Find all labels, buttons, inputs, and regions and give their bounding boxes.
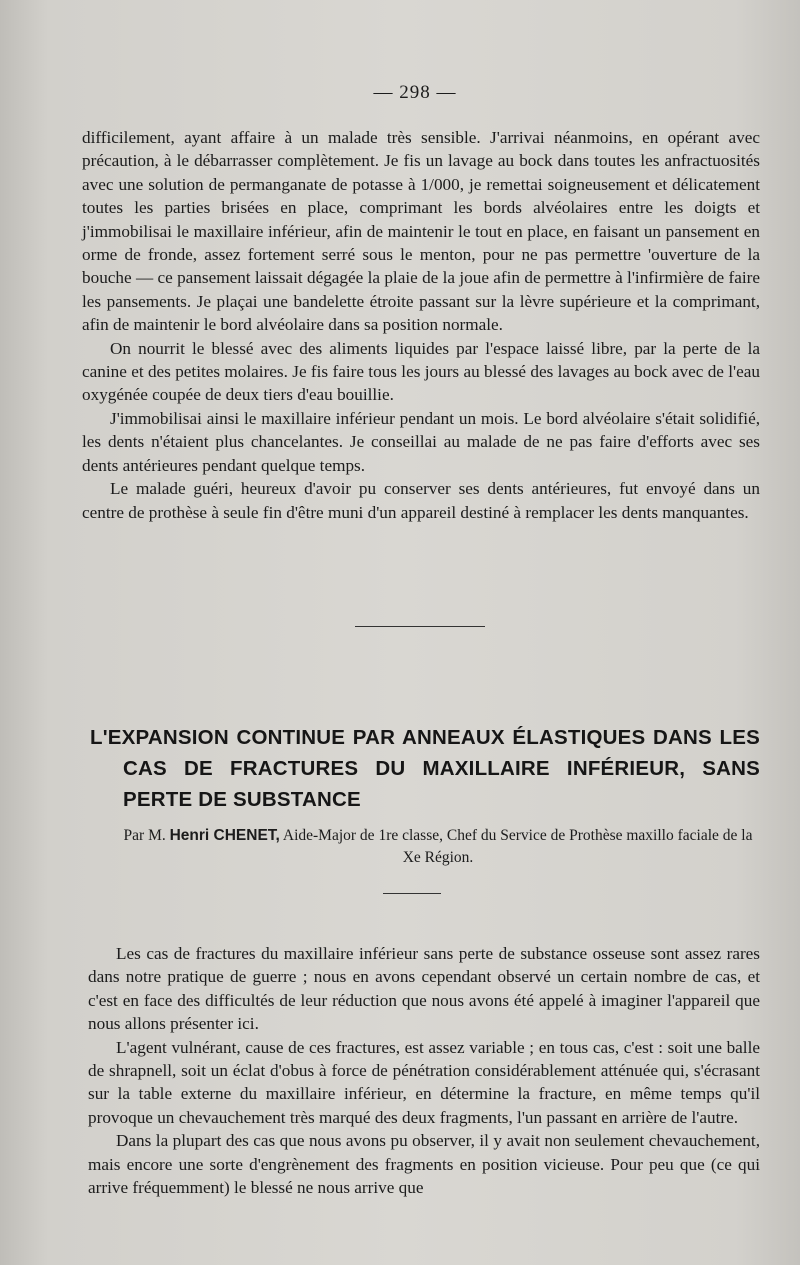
article-title-line-3: PERTE DE SUBSTANCE [123,788,361,811]
top-text-block [82,126,760,524]
paragraph: Dans la plupart des cas que nous avons pu observer, il y avait non seulement chevauchement, mais encore une sorte d'engrènement des fragments en position vicieuse. Pour peu que (ce qui arrive fréquemment) le blessé ne nous arrive que [88,1131,760,1198]
section-divider [355,626,485,627]
paragraph: On nourrit le blessé avec des aliments liquides par l'espace laissé libre, par la perte de la canine et des petites molaires. Je fis faire tous les jours au blessé des lavages au bock avec de l'eau oxygénée coupée de deux tiers d'eau bouillie. [82,338,760,405]
page-number: — 298 — [373,82,457,103]
article-title [90,722,760,815]
paragraph: J'immobilisai ainsi le maxillaire inférieur pendant un mois. Le bord alvéolaire s'était solidifié, les dents n'étaient plus chancelantes. Je conseillai au malade de ne pas faire d'efforts avec ses dents antérieures pendant quelque temps. [82,408,760,475]
paragraph: difficilement, ayant affaire à un malade très sensible. J'arrivai néanmoins, en opérant avec précaution, à le débarrasser complètement. Je fis un lavage au bock dans toutes les anfractuosités avec une solution de permanganate de potasse à 1/000, je remettai soigneusement et délicatement toutes les parties brisées en place, comprimant les bords alvéolaires entre les doigts et j'immobilisai le maxillaire inférieur, afin de maintenir le tout en place, en faisant un pansement en orme de fronde, assez fortement serré sous le menton, pour ne pas permettre 'ouverture de la bouche — ce pansement laissait dégagée la plaie de la joue afin de permettre à l'infirmière de faire les pansements. Je plaçai une bandelette étroite passant sur la lèvre supérieure et la comprimant, afin de maintenir le bord alvéolaire dans sa position normale. [82,128,760,335]
article-text-block [88,942,760,1199]
article-title-line-2: CAS DE FRACTURES DU MAXILLAIRE INFÉRIEUR, SANS [123,757,760,780]
paragraph: Les cas de fractures du maxillaire inférieur sans perte de substance osseuse sont assez rares dans notre pratique de guerre ; nous en avons cependant observé un certain nombre de cas, et c'est en face des difficultés de leur réduction que nous avons été appelé à imaginer l'appareil que nous allons présenter ici. [88,944,760,1034]
title-divider [383,893,441,894]
article-title-line-1: L'EXPANSION CONTINUE PAR ANNEAUX ÉLASTIQUES DANS LES [90,726,760,749]
byline-author: Henri CHENET, [169,827,280,844]
byline-affiliation: Aide-Major de 1re classe, Chef du Service de Prothèse maxillo faciale de la Xe Région. [282,827,753,866]
byline [118,825,758,869]
paragraph: L'agent vulnérant, cause de ces fractures, est assez variable ; en tous cas, c'est : soit une balle de shrapnell, soit un éclat d'obus à force de pénétration considérablement atténuée qui, s'écrasant sur la table externe du maxillaire inférieur, en détermine la fracture, en même temps qu'il provoque un chevauchement très marqué des deux fragments, l'un passant en arrière de l'autre. [88,1037,760,1127]
paragraph: Le malade guéri, heureux d'avoir pu conserver ses dents antérieures, fut envoyé dans un centre de prothèse à seule fin d'être muni d'un appareil destiné à remplacer les dents manquantes. [82,479,760,522]
byline-prefix: Par M. [123,827,166,844]
